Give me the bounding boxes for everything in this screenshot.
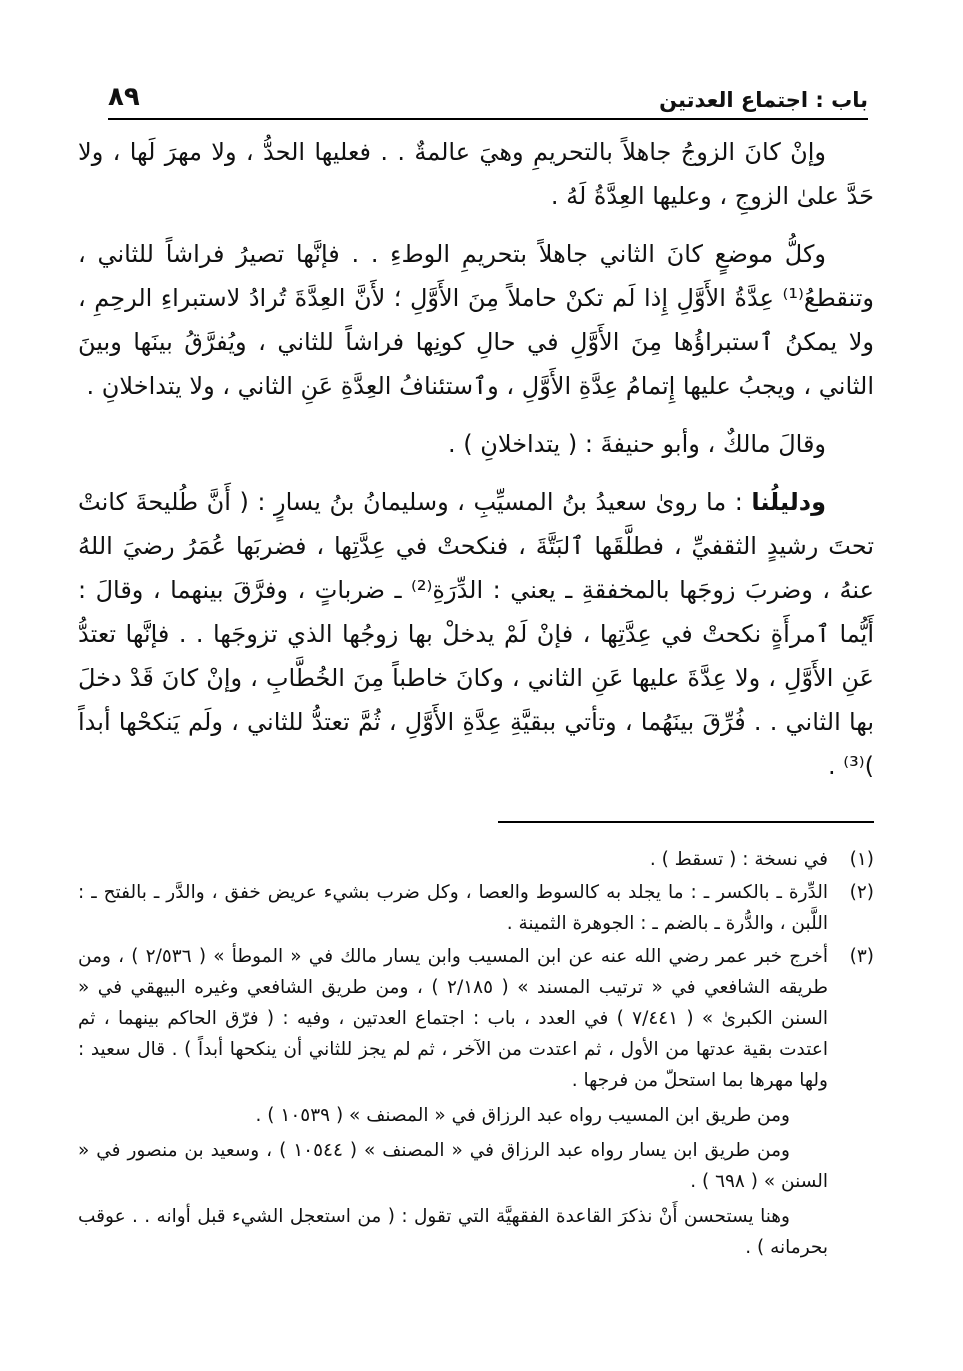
paragraph-3: وقالَ مالكٌ ، وأبو حنيفةَ : ( يتداخلانِ ) . (448, 430, 826, 458)
footnote-number: (٢) (849, 882, 874, 903)
page-header (108, 82, 868, 116)
paragraph-4-text: : ما روىٰ سعيدُ بنُ المسيِّبِ ، وسليمانُ بنُ يسارٍ : ( أَنَّ طُليحةَ كانتْ تحتَ رشيدٍ الثقفيِّ ، فطلَّقَها ٱلبَتَّةَ ، فنكحتْ في عِدَّتِها ، فضربَها عُمَرُ رضيَ اللهُ عنهُ ، وضربَ زوجَها بالمخفقةِ ـ يعني : الدِّرَةِ⁽²⁾ ـ ضرباتٍ ، وفرَّقَ بينهما ، وقالَ : أَيُّما ٱمرأَةٍ نكحتْ في عِدَّتِها ، فإنْ لَمْ يدخلْ بها زوجُها الذي تزوجَها . . فإنَّها تعتدُّ عَنِ الأَوَّلِ ، ولا عِدَّةَ عليها عَنِ الثاني ، وكانَ خاطباً مِنَ الخُطَّابِ ، وإنْ كانَ قَدْ دخلَ بها الثاني . . فُرِّقَ بينَهُما ، وتأتي ببقيَّةِ عِدَّةِ الأَوَّلِ ، ثُمَّ تعتدُّ للثاني ، ولَم يَنكحْها أبداً )⁽³⁾ . (78, 488, 874, 780)
footnote-text: ومن طريق ابن المسيب رواه عبد الرزاق في « المصنف » ( ١٠٥٣٩ ) . (255, 1105, 790, 1126)
paragraph-4 (78, 480, 874, 788)
paragraph-4-lead: ودليلُنا (751, 488, 826, 516)
footnote-number: (٣) (849, 946, 874, 967)
header-divider (108, 118, 868, 120)
paragraph-2: وكلُّ موضعٍ كانَ الثاني جاهلاً بتحريمِ الوطءِ . . فإنَّها تصيرُ فراشاً للثاني ، وتنقطعُ⁽¹⁾ عِدَّةُ الأَوَّلِ إِذا لَم تكنْ حاملاً مِنَ الأَوَّلِ ؛ لأَنَّ العِدَّةَ تُرادُ لاستبراءِ الرحِمِ ، ولا يمكنُ ٱستبراؤُها مِنَ الأَوَّلِ في حالِ كونِها فراشاً للثاني ، ويُفرَّقُ بينَها وبينَ الثاني ، ويجبُ عليها إِتمامُ عِدَّةِ الأَوَّلِ ، وٱستئنافُ العِدَّةِ عَنِ الثاني ، ولا يتداخلانِ . (78, 240, 874, 400)
footnote-text: أخرج خبر عمر رضي الله عنه عن ابن المسيب وابن يسار مالك في « الموطأ » ( ٢/٥٣٦ ) ، ومن طريقه الشافعي في « ترتيب المسند » ( ٢/١٨٥ ) ، ومن طريق الشافعي وغيره البيهقي في « السنن الكبرىٰ » ( ٧/٤٤١ ) في العدد ، باب : اجتماع العدتين ، وفيه : ( فرّق الحاكم بينهما ، ثم اعتدت بقية عدتها من الأول ، ثم اعتدت من الآخر ، ثم لم يجز للثاني أن ينكحها أبداً ) . قال سعيد : ولها مهرها بما استحلّ من فرجها . (78, 946, 829, 1091)
footnote-number: (١) (849, 849, 874, 870)
footnote-text: وهنا يستحسن أَنْ نذكرَ القاعدة الفقهيَّة التي تقول : ( من استعجل الشيء قبل أوانه . . عوقب بحرمانه ) . (78, 1206, 828, 1258)
paragraph-1: وإنْ كانَ الزوجُ جاهلاً بالتحريمِ وهيَ عالمةٌ . . فعليها الحدُّ ، ولا مهرَ لَها ، ولا حَدَّ علىٰ الزوجِ ، وعليها العِدَّةُ لَهُ . (78, 138, 874, 210)
footnote-2 (78, 877, 874, 939)
footnotes (78, 844, 874, 1265)
footnote-3 (78, 941, 874, 1263)
chapter-title: باب : اجتماع العدتين (659, 88, 868, 112)
footnote-text: الدِّرة ـ بالكسر ـ : ما يجلد به كالسوط والعصا ، وكل ضرب بشيء عريض خفق ، والدَّر ـ بالفتح ـ : اللَّبن ، والدُّرة ـ بالضم ـ : الجوهرة الثمينة . (78, 882, 828, 934)
footnote-1 (78, 844, 874, 875)
page-number: ٨٩ (108, 82, 140, 112)
main-text (78, 130, 874, 802)
footnote-text: في نسخة : ( تسقط ) . (649, 849, 828, 870)
footnote-divider (498, 821, 874, 823)
footnote-text: ومن طريق ابن يسار رواه عبد الرزاق في « المصنف » ( ١٠٥٤٤ ) ، وسعيد بن منصور في « السنن » ( ٦٩٨ ) . (78, 1140, 828, 1192)
